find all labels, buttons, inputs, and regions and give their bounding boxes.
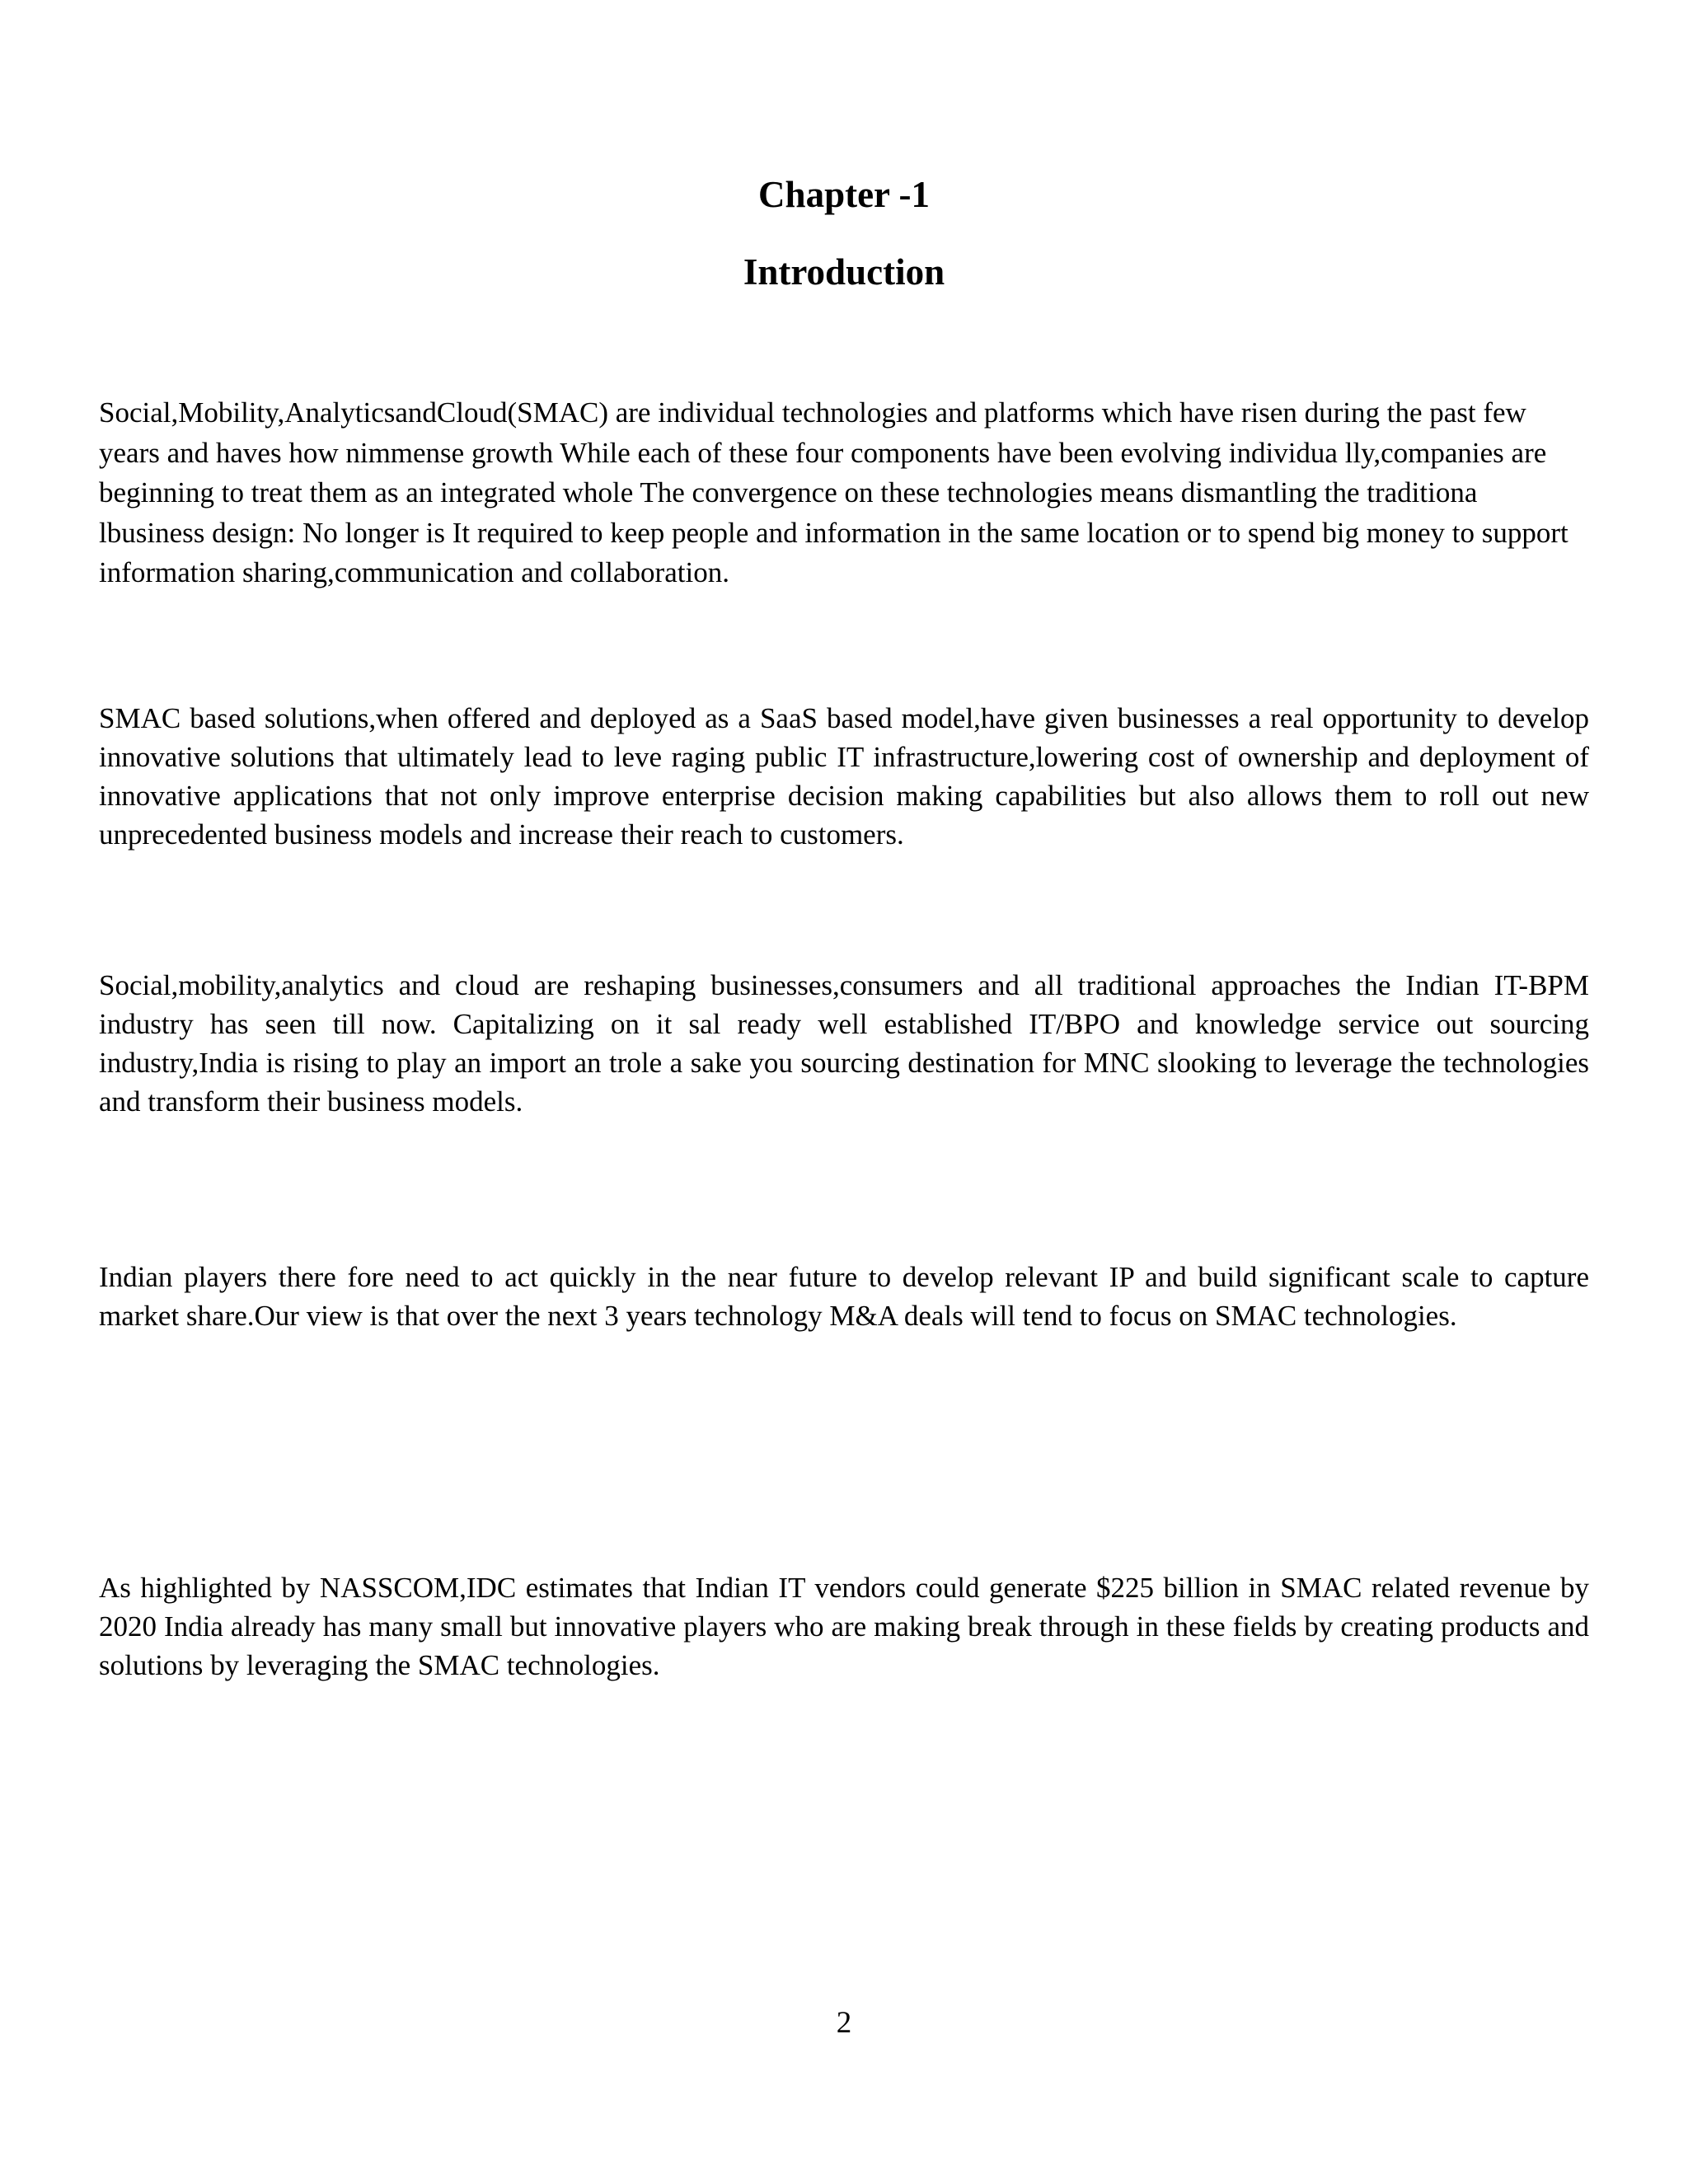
body-paragraph: Social,Mobility,AnalyticsandCloud(SMAC) are individual technologies and platforms which have risen during the past few years and haves how nimmense growth While each of these four components have been evolving individua lly,companies are beginning to treat them as an integrated whole The convergence on these technologies means dismantling the traditiona lbusiness design: No longer is It required to keep people and information in the same location or to spend big money to support information sharing,communication and collaboration. xyxy=(99,396,1568,588)
body-paragraph: As highlighted by NASSCOM,IDC estimates that Indian IT vendors could generate $225 billion in SMAC related revenue by 2020 India already has many small but innovative players who are making break through in these fields by creating products and solutions by leveraging the SMAC technologies. xyxy=(99,1572,1589,1681)
body-paragraph: Social,mobility,analytics and cloud are reshaping businesses,consumers and all traditional approaches the Indian IT-BPM industry has seen till now. Capitalizing on it sal ready well established IT/BPO and knowledge service out sourcing industry,India is rising to play an import an trole a sake you sourcing destination for MNC slooking to leverage the technologies and transform their business models. xyxy=(99,969,1589,1118)
chapter-title: Chapter -1 xyxy=(758,174,930,215)
section-title: Introduction xyxy=(743,251,945,293)
page-number: 2 xyxy=(836,2006,852,2040)
body-paragraph: Indian players there fore need to act quickly in the near future to develop relevant IP and build significant scale to capture market share.Our view is that over the next 3 years technology M&A deals will tend to focus on SMAC technologies. xyxy=(99,1261,1589,1332)
body-paragraph: SMAC based solutions,when offered and deployed as a SaaS based model,have given businesses a real opportunity to develop innovative solutions that ultimately lead to leve raging public IT infrastructure,lowering cost of ownership and deployment of innovative applications that not only improve enterprise decision making capabilities but also allows them to roll out new unprecedented business models and increase their reach to customers. xyxy=(99,702,1589,851)
